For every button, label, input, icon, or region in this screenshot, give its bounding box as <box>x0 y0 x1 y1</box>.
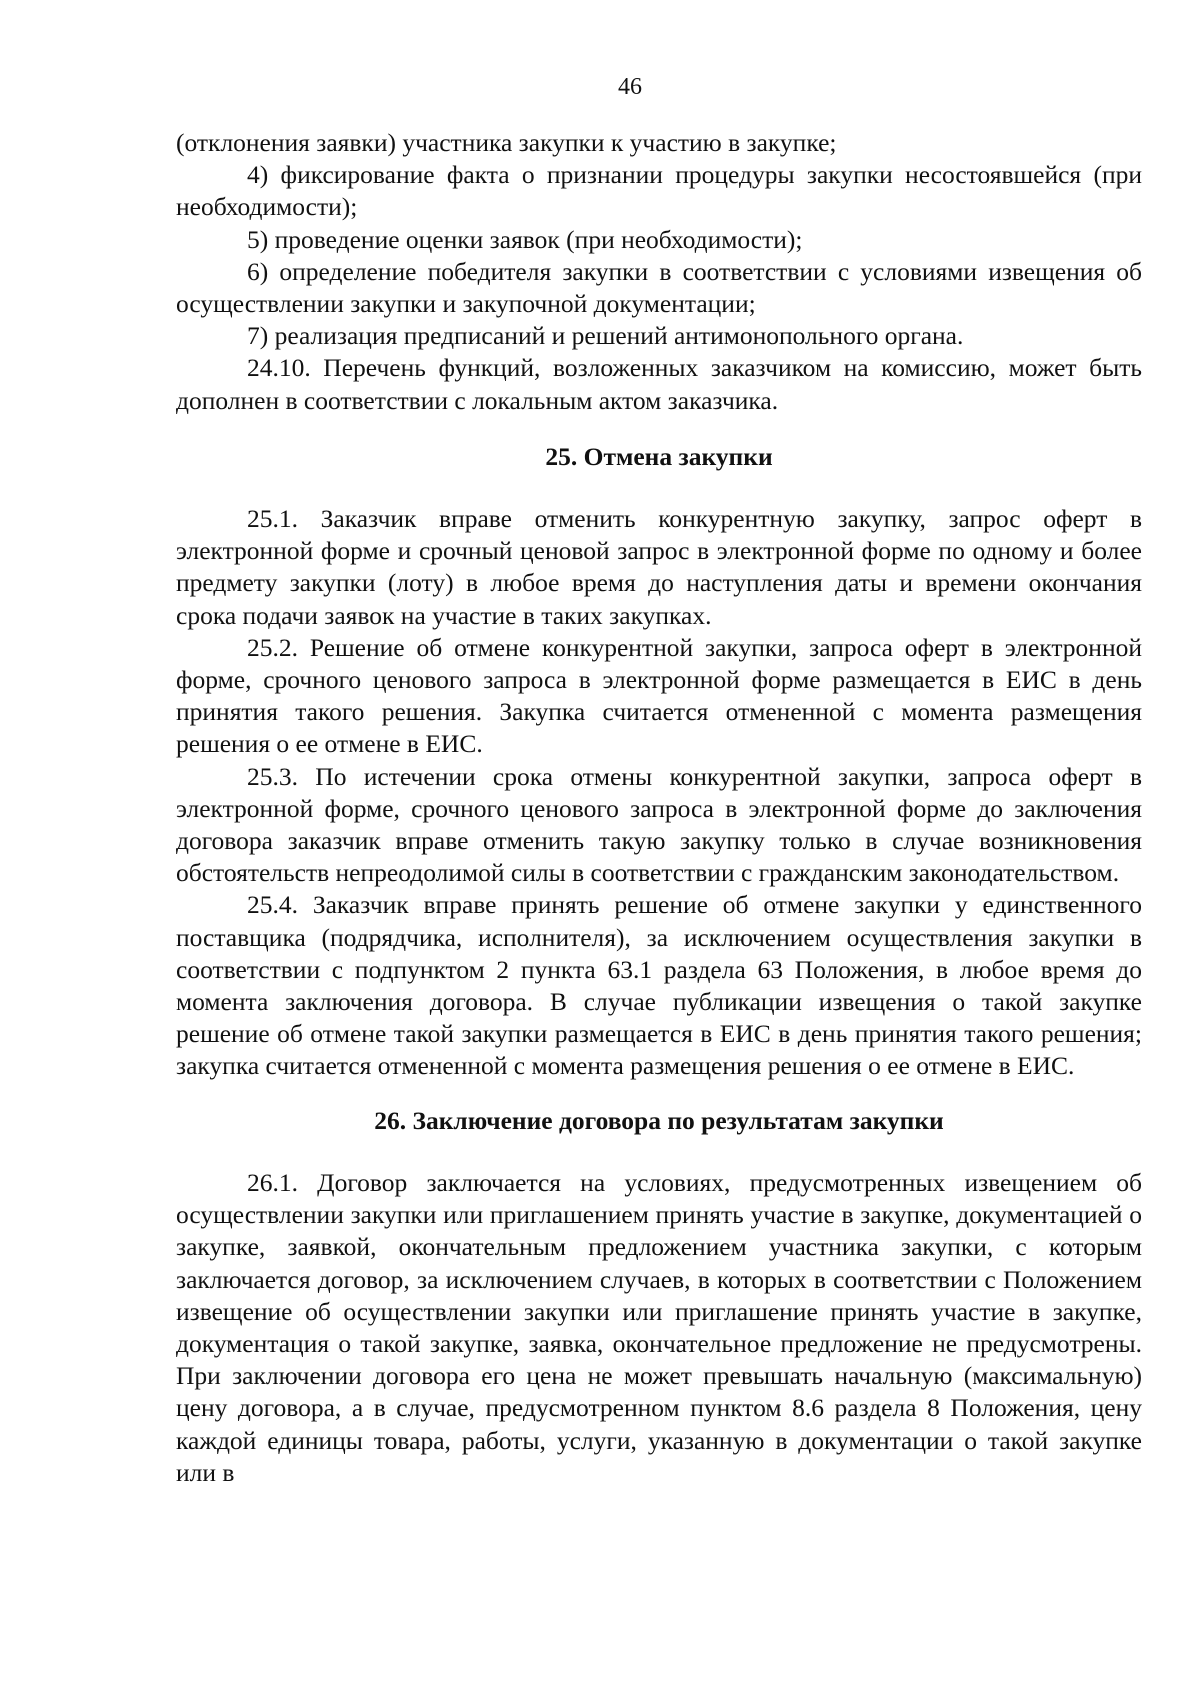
clause-26-1: 26.1. Договор заключается на условиях, предусмотренных извещением об осуществлении закупки или приглашением принять участие в закупке, документацией о закупке, заявкой, окончательным предложением участника закупки, с которым заключается договор, за исключением случаев, в которых в соответствии с Положением извещение об осуществлении закупки или приглашение принять участие в закупке, документация о такой закупке, заявка, окончательное предложение не предусмотрены. При заключении договора его цена не может превышать начальную (максимальную) цену договора, а в случае, предусмотренном пунктом 8.6 раздела 8 Положения, цену каждой единицы товара, работы, услуги, указанную в документации о такой закупке или в <box>176 1167 1142 1487</box>
list-item-4: 4) фиксирование факта о признании процедуры закупки несостоявшейся (при необходимости); <box>176 160 1142 222</box>
paragraph-continuation: (отклонения заявки) участника закупки к участию в закупке; <box>176 128 837 157</box>
section-heading-25: 25. Отмена закупки <box>545 441 773 471</box>
document-body <box>176 127 1142 1489</box>
list-item-5: 5) проведение оценки заявок (при необходимости); <box>247 224 803 254</box>
clause-25-1: 25.1. Заказчик вправе отменить конкурентную закупку, запрос оферт в электронной форме и срочный ценовой запрос в электронной форме по одному и более предмету закупки (лоту) в любое время до наступления даты и времени окончания срока подачи заявок на участие в таких закупках. <box>176 504 1142 630</box>
clause-24-10: 24.10. Перечень функций, возложенных заказчиком на комиссию, может быть дополнен в соответствии с локальным актом заказчика. <box>176 353 1142 415</box>
clause-25-3: 25.3. По истечении срока отмены конкурентной закупки, запроса оферт в электронной форме, срочного ценового запроса в электронной форме до заключения договора заказчик вправе отменить такую закупку только в случае возникновения обстоятельств непреодолимой силы в соответствии с гражданским законодательством. <box>176 761 1142 888</box>
list-item-6: 6) определение победителя закупки в соответствии с условиями извещения об осуществлении закупки и закупочной документации; <box>176 256 1142 319</box>
clause-25-4: 25.4. Заказчик вправе принять решение об отмене закупки у единственного поставщика (подрядчика, исполнителя), за исключением осуществления закупки в соответствии с подпунктом 2 пункта 63.1 раздела 63 Положения, в любое время до момента заключения договора. В случае публикации извещения о такой закупке решение об отмене такой закупки размещается в ЕИС в день принятия такого решения; закупка считается отмененной с момента размещения решения о ее отмене в ЕИС. <box>176 890 1142 1081</box>
clause-25-2: 25.2. Решение об отмене конкурентной закупки, запроса оферт в электронной форме, срочного ценового запроса в электронной форме размещается в ЕИС в день принятия такого решения. Закупка считается отмененной с момента размещения решения о ее отмене в ЕИС. <box>176 632 1142 759</box>
page-number: 46 <box>618 74 642 100</box>
list-item-7: 7) реализация предписаний и решений антимонопольного органа. <box>247 321 964 351</box>
section-heading-26: 26. Заключение договора по результатам закупки <box>374 1105 944 1135</box>
